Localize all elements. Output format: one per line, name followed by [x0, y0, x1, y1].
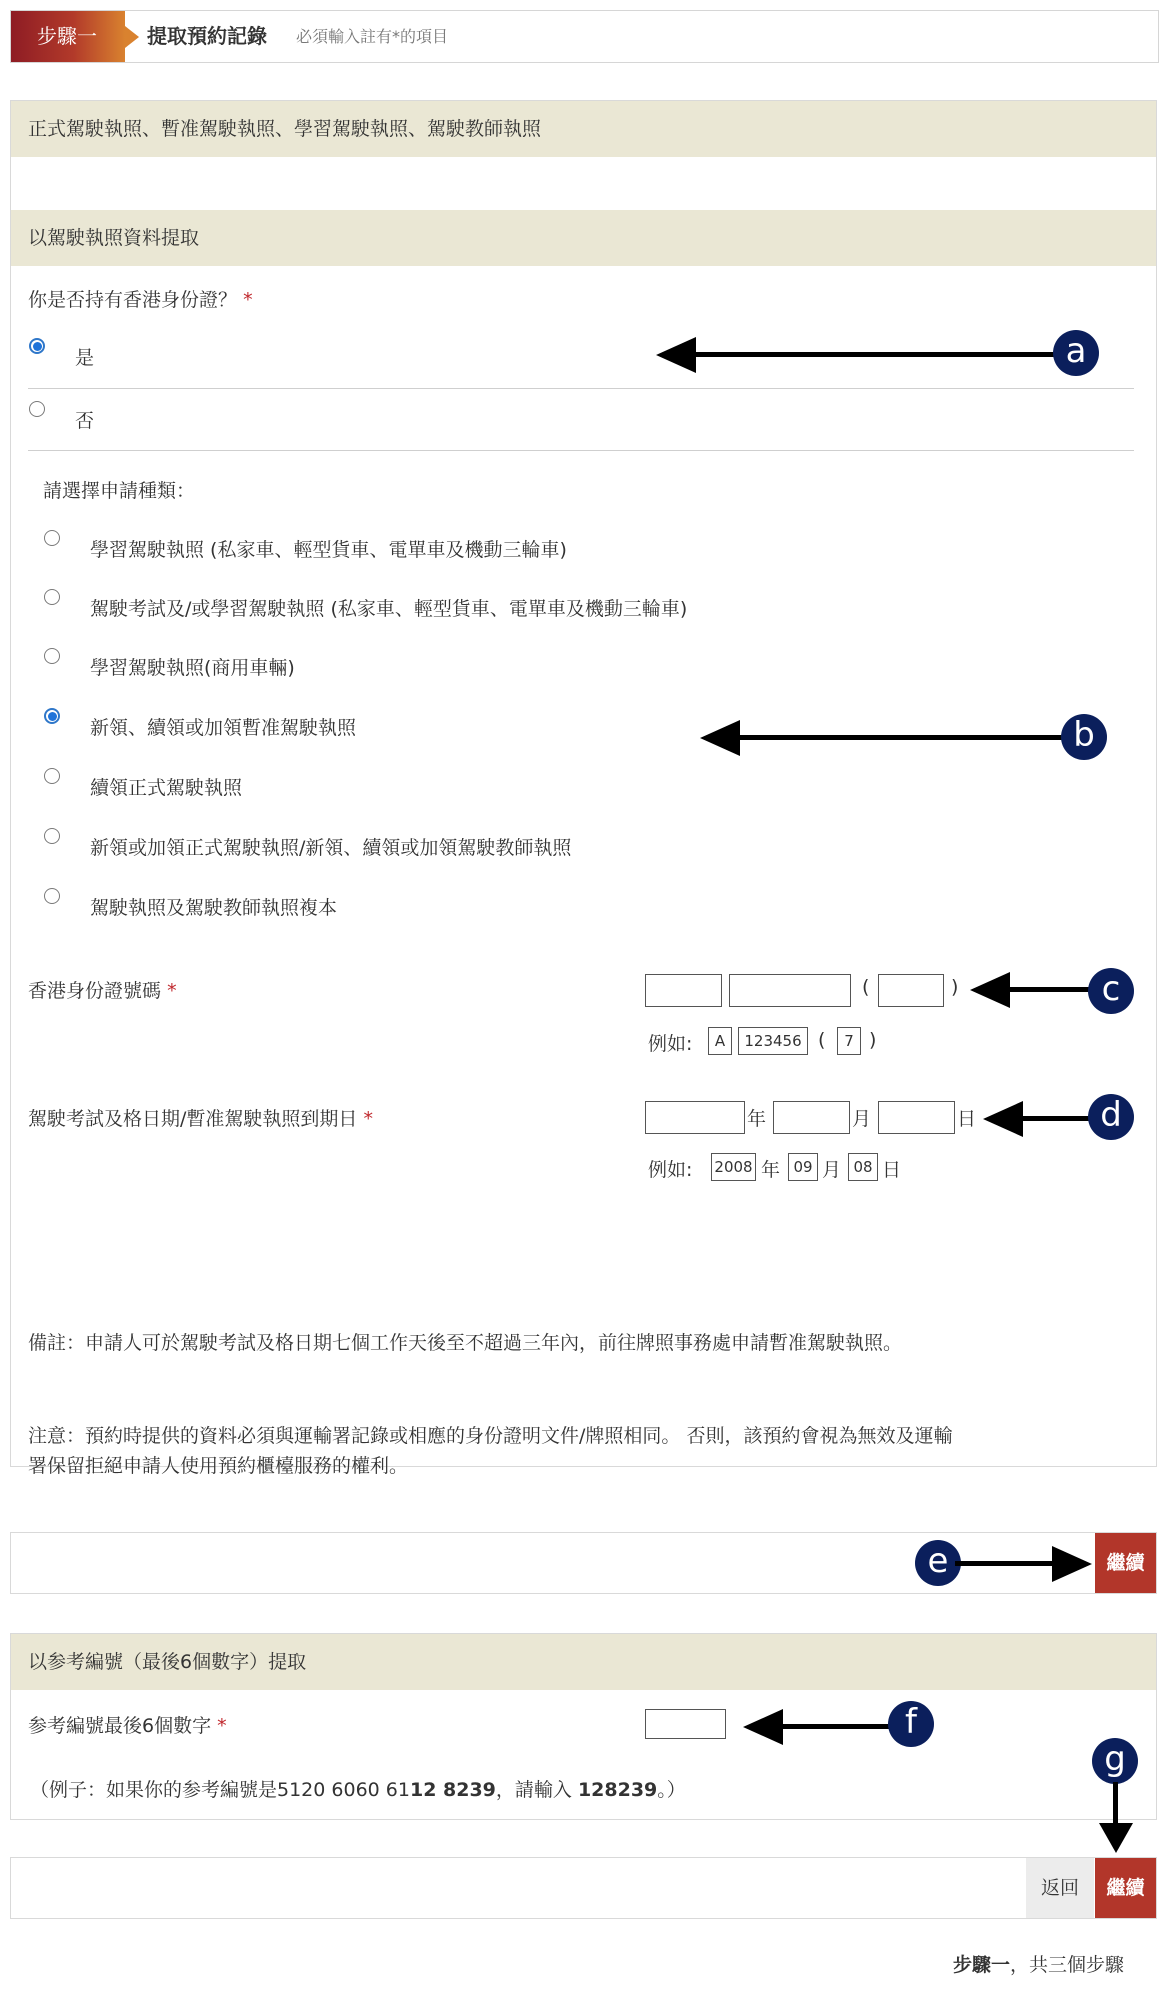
type-label-2: 駕駛考試及/或學習駕駛執照 (私家車、輕型貨車、電單車及機動三輪車): [90, 598, 688, 620]
annotation-d-line: [1020, 1116, 1098, 1121]
arrow-left-icon: [983, 1101, 1023, 1137]
type-label-7: 駕駛執照及駕駛教師執照複本: [90, 897, 338, 919]
hkid-prefix-input[interactable]: [645, 974, 722, 1007]
continue-button[interactable]: 繼續: [1095, 1533, 1156, 1593]
type-radio-3[interactable]: [44, 648, 60, 664]
remark-text: 備註：申請人可於駕駛考試及格日期七個工作天後至不超過三年內，前往牌照事務處申請暫准駕駛執照。: [28, 1332, 903, 1354]
arrow-down-icon: [1099, 1823, 1133, 1853]
example-paren-close: ): [869, 1029, 877, 1051]
arrow-right-icon: [1052, 1546, 1092, 1582]
date-example-month-unit: 月: [822, 1159, 842, 1181]
month-unit: 月: [852, 1108, 872, 1130]
date-label: 駕駛考試及格日期/暫准駕駛執照到期日 *: [28, 1108, 373, 1130]
type-label-1: 學習駕駛執照 (私家車、輕型貨車、電單車及機動三輪車): [90, 539, 567, 561]
annotation-marker-d: d: [1088, 1094, 1134, 1140]
annotation-marker-f: f: [888, 1701, 934, 1747]
notice-line-2: 署保留拒絕申請人使用預約櫃檯服務的權利。: [28, 1455, 409, 1477]
paren-open: (: [862, 976, 870, 998]
type-radio-5[interactable]: [44, 768, 60, 784]
reference-example: （例子：如果你的参考編號是5120 6060 6112 8239，請輸入 128239。）: [30, 1779, 686, 1801]
annotation-marker-c: c: [1088, 968, 1134, 1014]
reference-number-label: 参考編號最後6個數字 *: [28, 1715, 227, 1737]
annotation-a-line: [690, 352, 1060, 357]
paren-close: ): [951, 976, 959, 998]
date-example-year: 2008: [711, 1153, 756, 1181]
type-radio-2[interactable]: [44, 589, 60, 605]
date-example-year-unit: 年: [761, 1159, 781, 1181]
license-types-header: 正式駕駛執照、暫准駕駛執照、學習駕駛執照、駕駛教師執照: [11, 101, 1156, 157]
annotation-marker-b: b: [1061, 714, 1107, 760]
step-badge: 步驟一: [11, 11, 125, 62]
annotation-marker-a: a: [1053, 330, 1099, 376]
reference-number-input[interactable]: [645, 1709, 726, 1739]
radio-no[interactable]: [29, 401, 45, 417]
notice-line-1: 注意：預約時提供的資料必須與運輸署記錄或相應的身份證明文件/牌照相同。 否則，該預約會視為無效及運輸: [28, 1425, 953, 1447]
annotation-e-line: [955, 1561, 1055, 1566]
radio-yes-label: 是: [75, 347, 95, 369]
type-radio-1[interactable]: [44, 530, 60, 546]
date-example-label: 例如:: [648, 1159, 693, 1181]
hkid-check-digit-input[interactable]: [878, 974, 944, 1007]
application-type-prompt: 請選擇申請種類：: [43, 480, 196, 502]
year-input[interactable]: [645, 1101, 745, 1134]
hkid-example-prefix: A: [708, 1027, 732, 1055]
section-title-license: 以駕駛執照資料提取: [11, 210, 1156, 266]
day-unit: 日: [957, 1108, 977, 1130]
arrow-left-icon: [656, 337, 696, 373]
step-header: [10, 10, 1159, 63]
annotation-g-line: [1113, 1782, 1118, 1827]
date-example-day-unit: 日: [882, 1159, 902, 1181]
hkid-question: 你是否持有香港身份證？ *: [28, 289, 253, 311]
radio-no-label: 否: [75, 410, 95, 432]
hkid-number-label: 香港身份證號碼 *: [28, 980, 177, 1002]
hkid-digits-input[interactable]: [729, 974, 851, 1007]
radio-yes[interactable]: [29, 338, 45, 354]
arrow-left-icon: [970, 972, 1010, 1008]
type-label-3: 學習駕駛執照(商用車輛): [90, 657, 295, 679]
hkid-example-label: 例如:: [648, 1033, 693, 1055]
required-hint: 必須輸入註有*的項目: [296, 27, 449, 46]
arrow-left-icon: [743, 1709, 783, 1745]
year-unit: 年: [747, 1108, 767, 1130]
day-input[interactable]: [878, 1101, 955, 1134]
divider: [28, 388, 1134, 389]
hkid-example-check: 7: [837, 1027, 861, 1055]
continue-button[interactable]: 繼續: [1095, 1858, 1156, 1918]
type-radio-4[interactable]: [44, 708, 60, 724]
arrow-left-icon: [700, 720, 740, 756]
continue-back-row: [10, 1857, 1157, 1919]
example-paren-open: (: [818, 1029, 826, 1051]
date-example-month: 09: [788, 1153, 818, 1181]
hkid-example-digits: 123456: [738, 1027, 808, 1055]
type-radio-6[interactable]: [44, 828, 60, 844]
back-button[interactable]: 返回: [1026, 1858, 1094, 1918]
annotation-b-line: [738, 735, 1068, 740]
month-input[interactable]: [773, 1101, 850, 1134]
annotation-f-line: [780, 1724, 898, 1729]
annotation-marker-e: e: [915, 1540, 961, 1586]
annotation-c-line: [1008, 987, 1098, 992]
date-example-day: 08: [848, 1153, 878, 1181]
type-label-4: 新領、續領或加領暫准駕駛執照: [90, 717, 357, 739]
section-title-reference: 以参考編號（最後6個數字）提取: [11, 1634, 1156, 1690]
type-label-6: 新領或加領正式駕駛執照/新領、續領或加領駕駛教師執照: [90, 837, 572, 859]
annotation-marker-g: g: [1092, 1738, 1138, 1784]
divider: [28, 450, 1134, 451]
type-radio-7[interactable]: [44, 888, 60, 904]
step-title: 提取預約記錄: [147, 24, 267, 48]
step-progress: 步驟一，共三個步驟: [953, 1954, 1125, 1976]
type-label-5: 續領正式駕駛執照: [90, 777, 243, 799]
